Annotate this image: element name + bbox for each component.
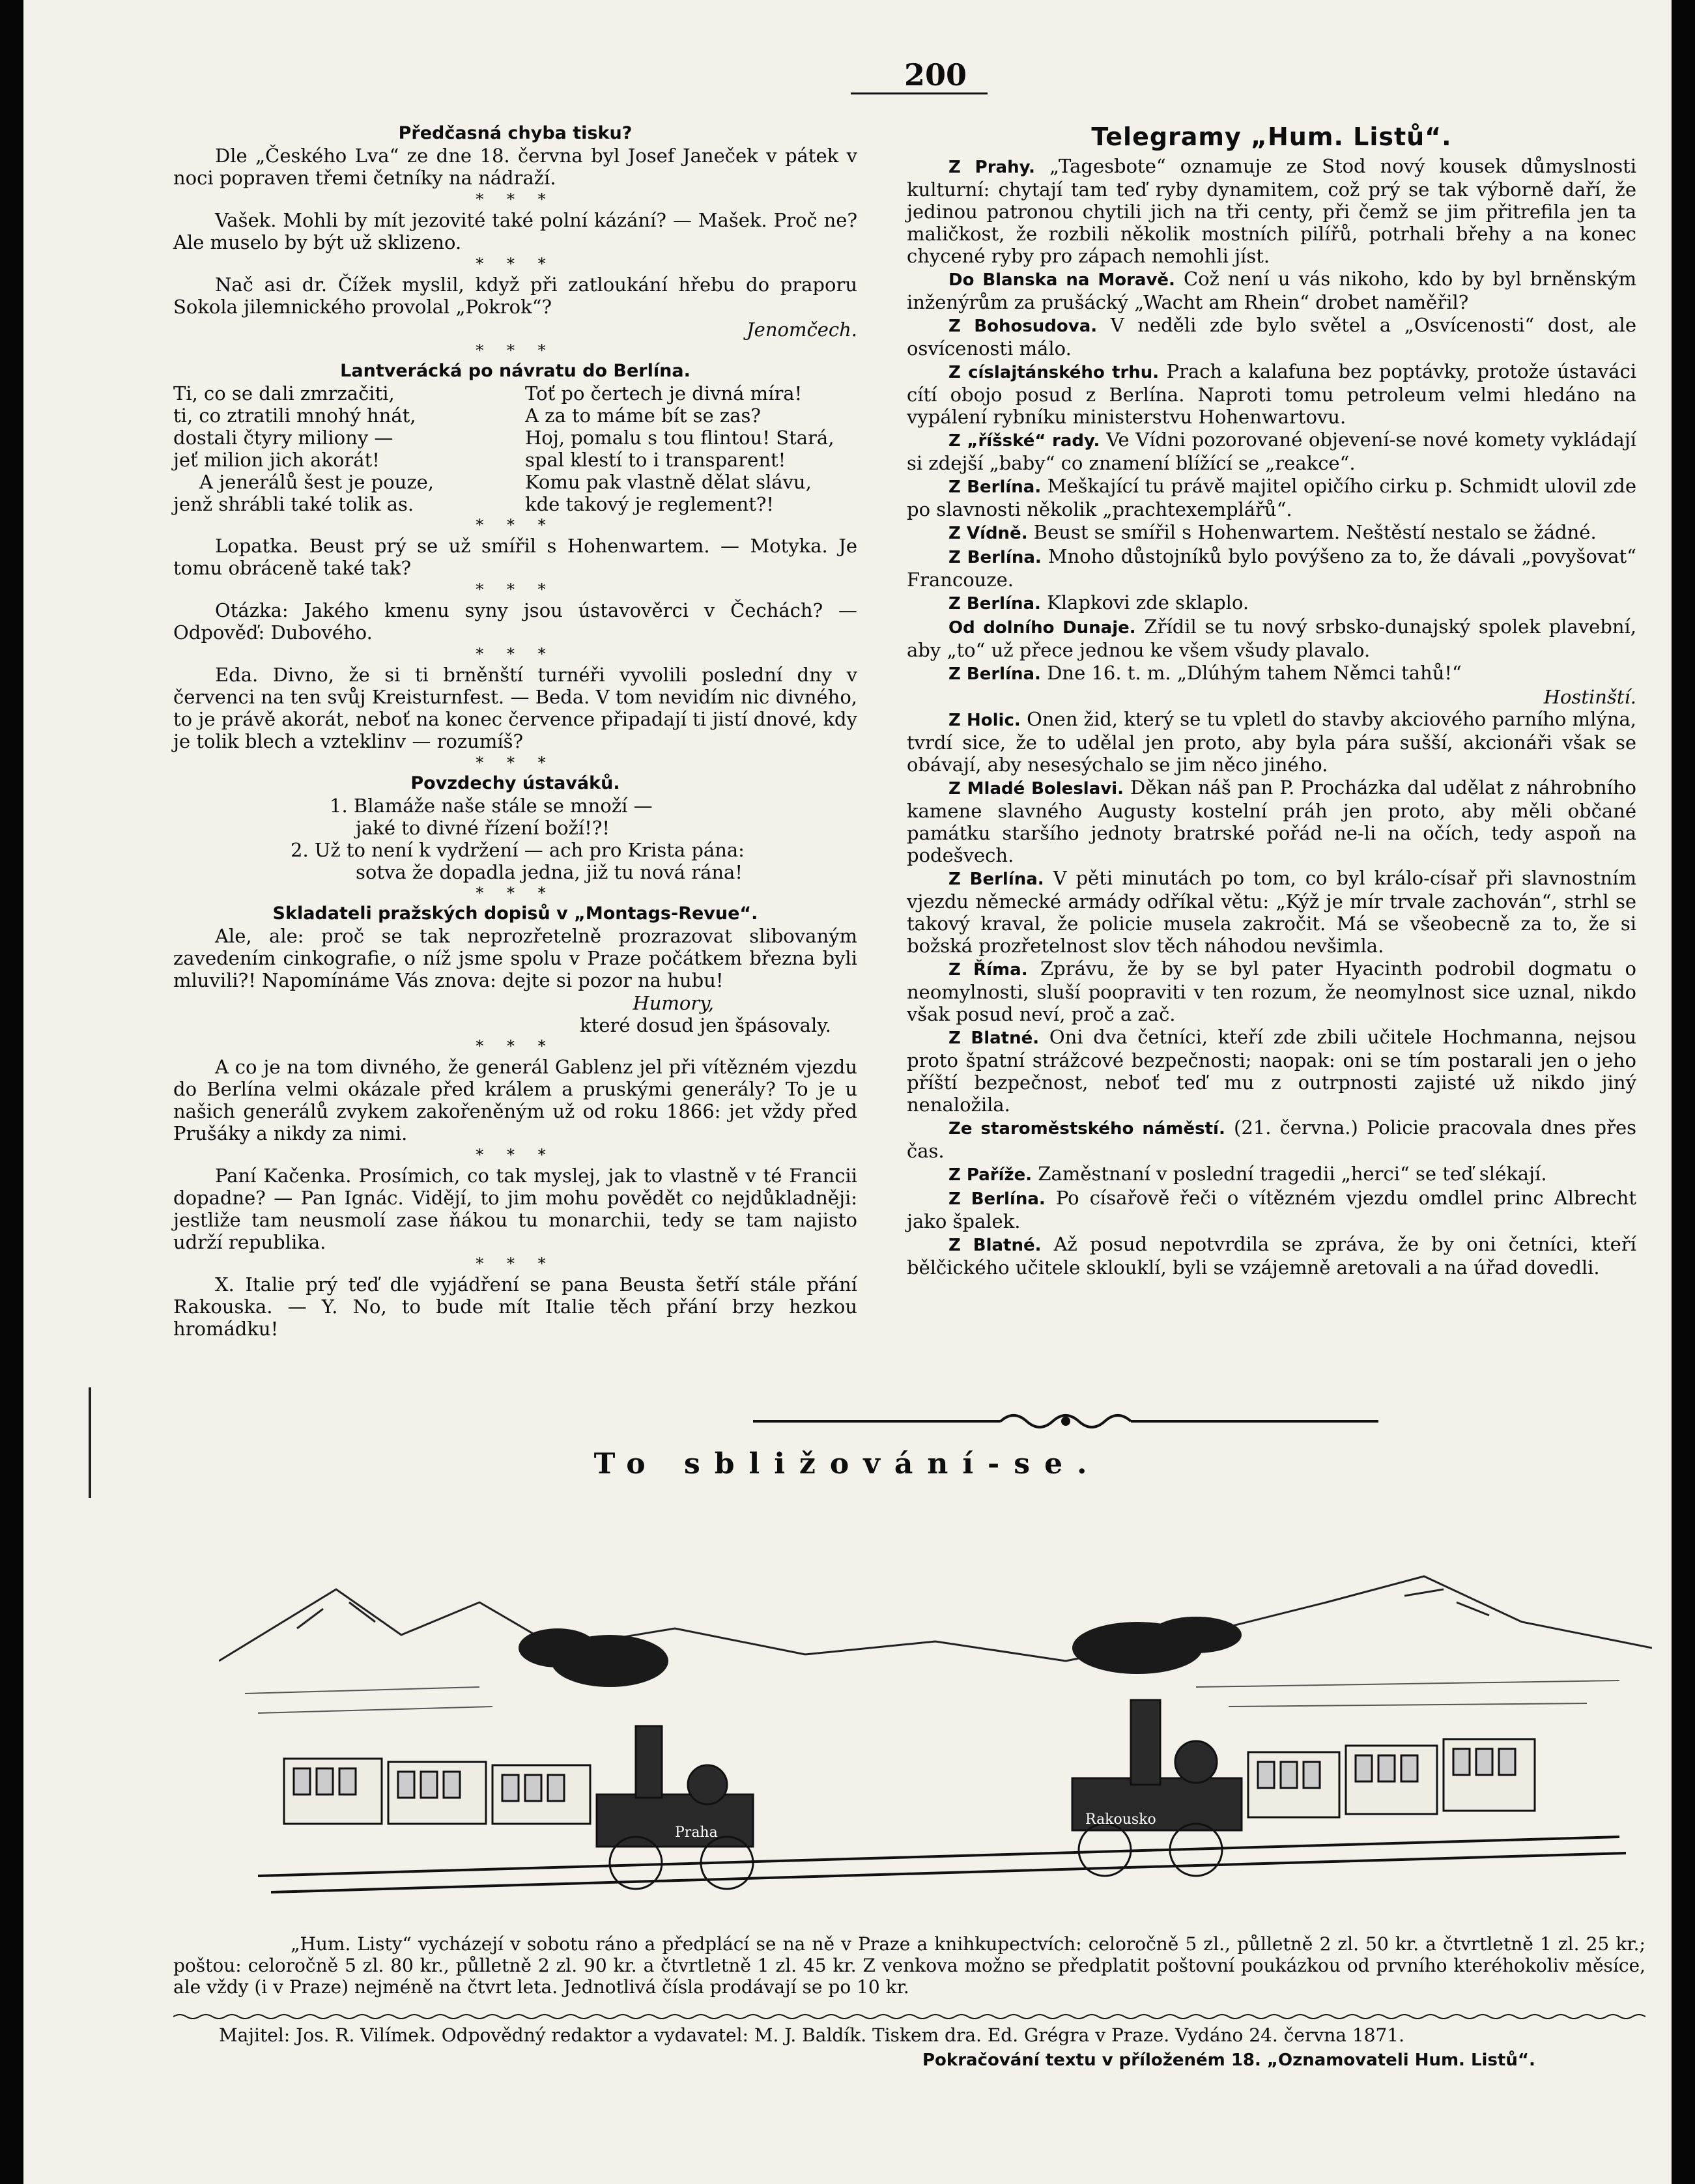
separator-stars: * * *	[476, 190, 555, 208]
imprint: Majitel: Jos. R. Vilímek. Odpovědný redaktor a vydavatel: M. J. Baldík. Tiskem dra. Ed. Grégra v Praze. Vydáno 24. června 1871.	[219, 2024, 1404, 2046]
telegram-text: Dne 16. t. m. „Dlúhým tahem Němci tahů!“	[1047, 662, 1462, 684]
telegram-text: Až posud nepotvrdila se zpráva, že by oni četníci, kteří bělčického učitele sklouklí, byli se vzájemně aretovali a na úřad dovedli.	[907, 1233, 1636, 1279]
telegram-place: Z Říma.	[948, 960, 1028, 980]
margin-mark	[89, 1387, 91, 1498]
telegram-place: Ze staroměstského náměstí.	[948, 1119, 1225, 1139]
telegram-text: Onen žid, který se tu vpletl do stavby akciového parního mlýna, tvrdí sice, že to udělal jen proto, aby byla pára sušší, akcionáři však se obávají, aby nesesýchalo se jim něco jiného.	[907, 708, 1637, 776]
telegram-item	[907, 616, 1636, 661]
telegram-text: V pěti minutách po tom, co byl králo-císař při slavnostním vjezdu německé armády odříkal větu: „Kýž je mír trvale zachován“, strhl se takový kraval, že policie musela zakročit. Má se všeobecně za to, že si božská prozřetelnost slov těch náhodou nevšimla.	[907, 867, 1637, 957]
poem-line: spal klestí to i transparent!	[525, 449, 786, 471]
poem-line: jenž shrábli také tolik as.	[173, 493, 414, 515]
telegram-item	[907, 708, 1636, 776]
poem-line: kde takový je reglement?!	[525, 493, 775, 515]
left-train-label: Praha	[675, 1824, 718, 1841]
separator-stars: * * *	[476, 754, 555, 772]
telegram-text: Oni dva četníci, kteří zde zbili učitele Hochmanna, nejsou proto špatní strážcové bezpečnosti; naopak: oni se tím postarali jen o jeho příští bezpečnost, neboť teď mu z outrpnosti zajisté už nikdo jiný nenaložila.	[907, 1026, 1637, 1116]
telegram-text: „Tagesbote“ oznamuje ze Stod nový kousek důmyslnosti kulturní: chytají tam teď ryby dynamitem, což prý se tak výborně daří, že jedinou patronou chytili jich na tři centy, při čemž se jim přitrefila jen ta maličkost, že rozbili několik mostních pilířů, potrhali břehy a na konec chycené ryby pro zápach nemohli jíst.	[907, 155, 1637, 267]
telegrams-title: Telegramy „Hum. Listů“.	[1091, 122, 1452, 151]
separator-stars: * * *	[476, 1037, 555, 1055]
telegram-list	[907, 155, 1636, 1279]
page-number-rule	[851, 92, 988, 94]
article-text: Lopatka. Beust prý se už smířil s Hohenwartem. — Motyka. Je tomu obráceně také tak?	[173, 535, 857, 579]
telegram-text: Po císařově řeči o vítězném vjezdu omdlel princ Albrecht jako špalek.	[907, 1187, 1637, 1232]
article-title: Skladateli pražských dopisů v „Montags-Revue“.	[272, 903, 758, 924]
telegram-place: Z Berlína.	[948, 664, 1041, 684]
telegram-text: (21. června.) Policie pracovala dnes přes čas.	[907, 1116, 1636, 1162]
telegram-place: Z „říšské“ rady.	[948, 431, 1100, 451]
poem-line: Komu pak vlastně dělat slávu,	[525, 471, 812, 493]
smoke-left	[519, 1628, 668, 1687]
telegram-text: Zaměstnaní v poslední tragedii „herci“ se teď slékají.	[1038, 1163, 1547, 1185]
telegram-text: V neděli zde bylo světel a „Osvícenosti“ dost, ale osvícenosti málo.	[907, 314, 1636, 360]
telegram-item	[907, 1026, 1636, 1116]
article-text: Nač asi dr. Čížek myslil, když při zatloukání hřebu do praporu Sokola jilemnického provolal „Pokrok“?	[173, 274, 857, 318]
telegram-item	[907, 867, 1636, 957]
left-column	[173, 122, 857, 1340]
telegram-place: Z Berlína.	[948, 548, 1042, 567]
telegram-place: Z Vídně.	[948, 524, 1028, 543]
mountains	[219, 1576, 1652, 1661]
poem-line: ti, co ztratili mnohý hnát,	[173, 404, 416, 427]
telegram-item	[907, 314, 1636, 360]
telegram-text: Beust se smířil s Hohenwartem. Neštěstí nestalo se žádné.	[1033, 521, 1597, 543]
separator-stars: * * *	[476, 580, 555, 599]
separator-stars: * * *	[476, 645, 555, 663]
telegram-item	[907, 957, 1636, 1025]
smoke-right	[1072, 1617, 1242, 1674]
signature: Jenomčech.	[747, 319, 857, 341]
telegram-text: Ve Vídni pozorované objevení-se nové komety vykládají si zdejší „baby“ co znamení blížící se „reakce“.	[907, 429, 1637, 474]
telegram-text: Klapkovi zde sklaplo.	[1047, 591, 1249, 614]
telegram-place: Z Prahy.	[948, 158, 1036, 177]
telegram-place: Z Berlína.	[948, 1189, 1046, 1209]
verse-line: sotva že dopadla jedna, již tu nová rána!	[356, 861, 743, 883]
telegram-place: Z Blatné.	[948, 1028, 1040, 1048]
article-title: Předčasná chyba tisku?	[398, 123, 633, 143]
poem-line: Ti, co se dali zmrzačiti,	[173, 382, 395, 404]
telegram-text: Což není u vás nikoho, kdo by byl brněnským inženýrům za prušácký „Wacht am Rhein“ drobet naměřil?	[907, 268, 1636, 313]
telegram-text: Prach a kalafuna bez poptávky, protože ústaváci cítí obojo posud z Berlína. Naproti tomu petroleum velmi hledáno na vypálení rybníku ministerstvu Hohenwartovu.	[907, 360, 1636, 428]
poem-line: A za to máme bít se zas?	[525, 404, 761, 427]
rails	[258, 1837, 1626, 1892]
right-column	[907, 122, 1636, 1279]
telegram-place: Z Mladé Boleslavi.	[948, 779, 1124, 799]
poem-line: Toť po čertech je divná míra!	[525, 382, 803, 404]
verse-line: jaké to divné řízení boží!?!	[356, 817, 610, 839]
telegram-item	[907, 268, 1636, 313]
telegram-place: Z Blatné.	[948, 1236, 1042, 1255]
separator-stars: * * *	[476, 884, 555, 902]
poem-line: jeť milion jich akorát!	[173, 449, 380, 471]
telegram-item	[907, 1187, 1636, 1232]
article-text: A co je na tom divného, že generál Gablenz jel při vítězném vjezdu do Berlína velmi okázale před králem a pruskými generály? To je u našich generálů zvykem zakořeněným už od roku 1866: jet vždy před Prušáky a nikdy za nimi.	[173, 1056, 857, 1144]
poem-title: Lantverácká po návratu do Berlína.	[340, 361, 691, 381]
telegram-place: Z Bohosudova.	[948, 317, 1098, 336]
telegram-item	[907, 545, 1636, 591]
telegram-place: Z Holic.	[948, 711, 1021, 730]
telegram-item	[907, 776, 1636, 866]
article-text: Paní Kačenka. Prosímich, co tak myslej, jak to vlastně v té Francii dopadne? — Pan Ignác. Vidějí, to jim mohu povědět co nejdůkladněji: jestliže tam neusmolí zase ňákou tu monarchii, tedy se tam najisto udrží republika.	[173, 1165, 857, 1253]
telegram-item	[907, 1163, 1636, 1186]
article-text: Eda. Divno, že si ti brněnští turnéři vyvolili poslední dny v červenci na ten svůj Kreisturnfest. — Beda. V tom nevidím nic divného, to je právě akorát, neboť na konec července připadají ti jistí dnové, kdy je tolik blech a vzteklinv — rozumíš?	[173, 664, 857, 752]
telegram-text: Mnoho důstojníků bylo povýšeno za to, že dávali „povyšovat“ Francouze.	[907, 545, 1637, 591]
hill-hatching	[245, 1681, 1619, 1713]
telegram-item	[907, 475, 1636, 520]
separator-stars: * * *	[476, 1255, 555, 1273]
telegram-item	[907, 1116, 1636, 1162]
telegram-place: Do Blanska na Moravě.	[948, 270, 1175, 290]
footer-rule	[173, 2013, 1645, 2021]
telegram-text: Děkan náš pan P. Procházka dal udělat z náhrobního kamene slavného Augusty kostelní práh jen proto, aby měli občané památku staršího jednoty bratrské pořád ne-li na očích, tedy aspoň na podešvech.	[907, 776, 1637, 866]
article-title: Povzdechy ústaváků.	[410, 773, 620, 793]
telegram-item	[907, 429, 1636, 474]
continuation-note: Pokračování textu v příloženém 18. „Oznamovateli Hum. Listů“.	[922, 2050, 1535, 2070]
right-train-label: Rakousko	[1085, 1811, 1156, 1828]
telegram-item	[907, 591, 1636, 615]
subscription-notice	[173, 1933, 1645, 1998]
telegram-item	[907, 1233, 1636, 1279]
telegram-item	[907, 521, 1636, 545]
article-text: X. Italie prý teď dle vyjádření se pana Beusta šetří stále přání Rakouska. — Y. No, to bude mít Italie těch přání brzy hezkou hromádku!	[173, 1273, 857, 1340]
newspaper-page	[23, 0, 1672, 2184]
article-text: Ale, ale: proč se tak neprozřetelně prozrazovat slibovaným zavedením cinkografie, o níž jsme spolu v Praze počátkem března byli mluvili?! Napomínáme Vás znova: dejte si pozor na hubu!	[173, 925, 857, 991]
telegram-text: Meškající tu právě majitel opičího cirku p. Schmidt ulovil zde po slavnosti několik „prachtexemplářů“.	[907, 475, 1636, 520]
poem-line: A jenerálů šest je pouze,	[199, 471, 434, 493]
verse-line: 2. Už to není k vydržení — ach pro Krista pána:	[291, 839, 745, 861]
ornament-divider	[753, 1408, 1378, 1434]
article-text: Otázka: Jakého kmenu syny jsou ústavověrci v Čechách? — Odpověď: Dubového.	[173, 599, 857, 644]
signature: Hostinští.	[1543, 686, 1636, 708]
poem-line: dostali čtyry miliony —	[173, 427, 393, 449]
page-number: 200	[904, 57, 967, 92]
signature: Humory,	[633, 992, 714, 1014]
article-text: Vašek. Mohli by mít jezovité také polní kázání? — Mašek. Proč ne? Ale muselo by být už sklizeno.	[173, 209, 857, 253]
poem	[173, 382, 857, 515]
separator-stars: * * *	[476, 255, 555, 273]
verse	[173, 795, 857, 883]
article-text: Dle „Českého Lva“ ze dne 18. června byl Josef Janeček v pátek v noci popraven třemi četníky na nádraží.	[173, 145, 857, 189]
separator-stars: * * *	[476, 1146, 555, 1164]
signature: které dosud jen špásovaly.	[580, 1014, 831, 1036]
subscription-text: „Hum. Listy“ vycházejí v sobotu ráno a předplácí se na ně v Praze a knihkupectvích: celoročně 5 zl., půlletně 2 zl. 50 kr. a čtvrtletně 1 zl. 25 kr.; poštou: celoročně 5 zl. 80 kr., půlletně 2 zl. 90 kr. a čtvrtletně 1 zl. 45 kr. Z venkova možno se předplatit poštovní poukázkou od prvního kteréhokoliv měsíce, ale vždy (i v Praze) nejméně na čtvrt leta. Jednotlivá čísla prodávají se po 10 kr.	[173, 1933, 1645, 1998]
poem-line: Hoj, pomalu s tou flintou! Stará,	[525, 427, 834, 449]
cartoon-title: To sbližování-se.	[593, 1447, 1102, 1481]
separator-stars: * * *	[476, 516, 555, 534]
telegram-text: Zprávu, že by se byl pater Hyacinth podrobil dogmatu o neomylnosti, sluší poopraviti v ten rozum, že neomylnost sice uznal, nikdo však posud neví, proč a zač.	[907, 957, 1636, 1025]
verse-line: 1. Blamáže naše stále se množí —	[330, 795, 653, 817]
separator-stars: * * *	[476, 341, 555, 360]
telegram-place: Z Berlína.	[948, 477, 1042, 497]
telegram-item	[907, 155, 1636, 267]
telegram-place: Z Berlína.	[948, 594, 1041, 614]
telegram-place: Z císlajtánského trhu.	[948, 363, 1160, 382]
telegram-place: Z Berlína.	[948, 870, 1044, 889]
cartoon-illustration	[219, 1498, 1652, 1915]
telegram-place: Od dolního Dunaje.	[948, 618, 1136, 638]
telegram-item	[907, 662, 1636, 685]
telegram-place: Z Paříže.	[948, 1165, 1033, 1185]
telegram-item	[907, 360, 1636, 428]
telegram-text: Zřídil se tu nový srbsko-dunajský spolek plavební, aby „to“ už přece jednou ke všem všudy plavalo.	[907, 616, 1636, 661]
